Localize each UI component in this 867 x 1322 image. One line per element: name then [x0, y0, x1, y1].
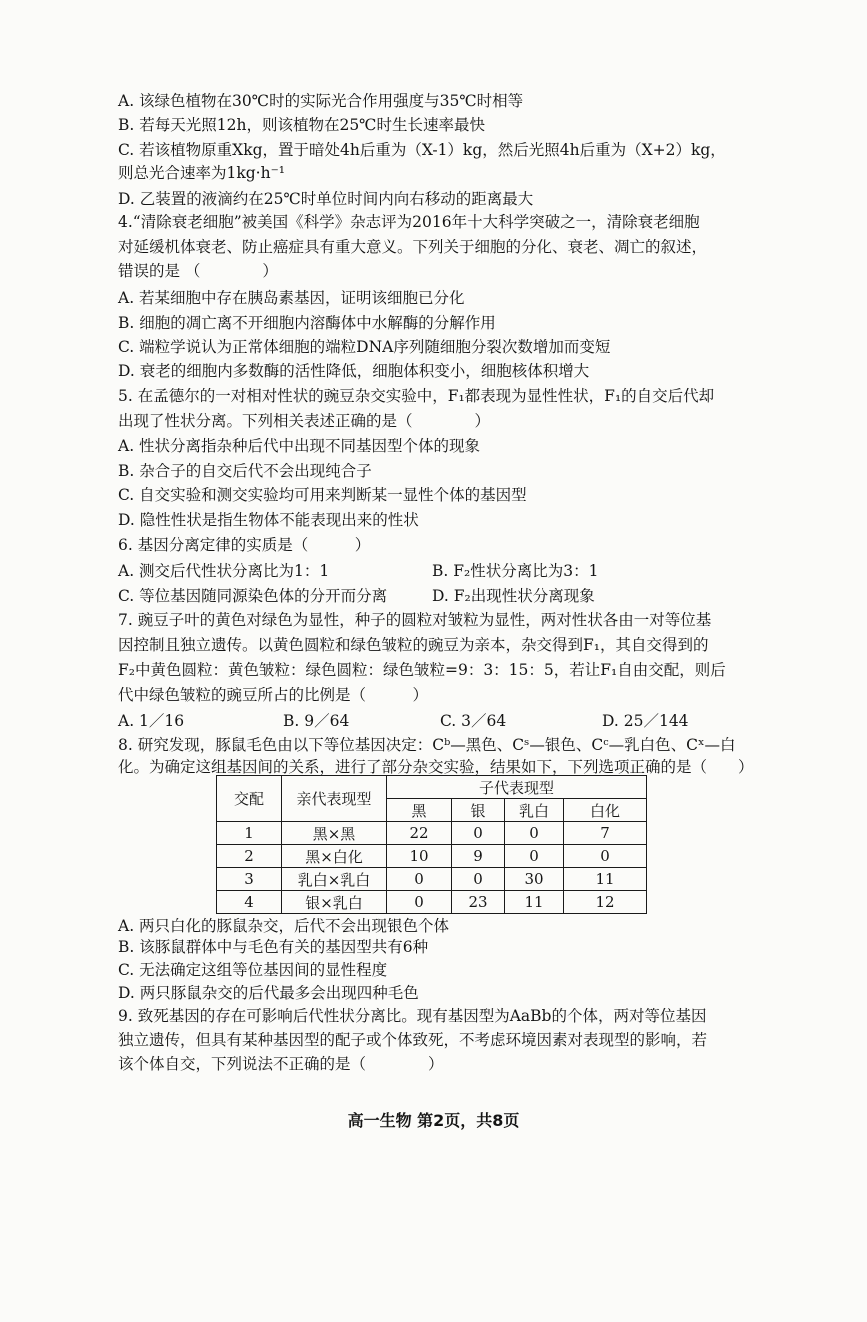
table-col-black: 黑	[387, 799, 452, 822]
table-cell: 0	[387, 891, 452, 914]
q8-stem-2: 化。为确定这组基因间的关系，进行了部分杂交实验，结果如下，下列选项正确的是（ ）	[118, 758, 754, 776]
table-cell: 1	[217, 822, 282, 845]
q3-option-c: C. 若该植物原重Xkg，置于暗处4h后重为（X-1）kg，然后光照4h后重为（X+2）kg，	[118, 141, 726, 159]
table-cell: 10	[387, 845, 452, 868]
q7-option-b: B. 9／64	[283, 712, 350, 730]
q3-option-b: B. 若每天光照12h，则该植物在25℃时生长速率最快	[118, 116, 486, 134]
q7-stem-2: 因控制且独立遗传。以黄色圆粒和绿色皱粒的豌豆为亲本，杂交得到F₁，其自交得到的	[118, 636, 709, 654]
table-row	[217, 845, 647, 868]
q6-option-d: D. F₂出现性状分离现象	[432, 587, 595, 605]
q4-option-a: A. 若某细胞中存在胰岛素基因，证明该细胞已分化	[118, 289, 465, 307]
table-row	[217, 822, 647, 845]
q7-stem-3: F₂中黄色圆粒：黄色皱粒：绿色圆粒：绿色皱粒=9：3：15：5，若让F₁自由交配，则后	[118, 661, 726, 679]
q9-stem-1: 9. 致死基因的存在可影响后代性状分离比。现有基因型为AaBb的个体，两对等位基因	[118, 1007, 707, 1025]
q7-option-d: D. 25／144	[602, 712, 689, 730]
q6-option-a: A. 测交后代性状分离比为1：1	[118, 562, 330, 580]
q8-option-d: D. 两只豚鼠杂交的后代最多会出现四种毛色	[118, 984, 419, 1002]
q5-option-d: D. 隐性性状是指生物体不能表现出来的性状	[118, 511, 419, 529]
table-cell: 0	[505, 845, 564, 868]
q5-stem-1: 5. 在孟德尔的一对相对性状的豌豆杂交实验中，F₁都表现为显性性状，F₁的自交后代却	[118, 387, 715, 405]
q5-stem-2: 出现了性状分离。下列相关表述正确的是（ ）	[118, 412, 491, 430]
q6-stem: 6. 基因分离定律的实质是（ ）	[118, 536, 371, 554]
table-cell: 2	[217, 845, 282, 868]
q8-stem-1: 8. 研究发现，豚鼠毛色由以下等位基因决定：Cᵇ—黑色、Cˢ—银色、Cᶜ—乳白色、Cˣ—白	[118, 736, 736, 754]
table-cell: 银×乳白	[282, 891, 387, 914]
table-col-cream: 乳白	[505, 799, 564, 822]
table-header-offspring: 子代表现型	[387, 776, 647, 799]
q7-option-a: A. 1／16	[118, 712, 185, 730]
table-col-silver: 银	[452, 799, 505, 822]
table-cell: 9	[452, 845, 505, 868]
table-cell: 3	[217, 868, 282, 891]
table-cell: 黑×白化	[282, 845, 387, 868]
table-cell: 12	[564, 891, 647, 914]
table-header-cross: 交配	[217, 776, 282, 822]
q8-option-a: A. 两只白化的豚鼠杂交，后代不会出现银色个体	[118, 917, 450, 935]
q5-option-c: C. 自交实验和测交实验均可用来判断某一显性个体的基因型	[118, 486, 527, 504]
table-row	[217, 868, 647, 891]
q6-option-b: B. F₂性状分离比为3：1	[432, 562, 599, 580]
q4-option-d: D. 衰老的细胞内多数酶的活性降低，细胞体积变小，细胞核体积增大	[118, 362, 590, 380]
table-cell: 7	[564, 822, 647, 845]
q8-cross-table	[216, 775, 647, 914]
q7-option-c: C. 3／64	[440, 712, 507, 730]
table-cell: 0	[387, 868, 452, 891]
q3-option-a: A. 该绿色植物在30℃时的实际光合作用强度与35℃时相等	[118, 92, 524, 110]
table-cell: 23	[452, 891, 505, 914]
q4-stem-3: 错误的是 （ ）	[118, 262, 278, 280]
table-header-parent: 亲代表现型	[282, 776, 387, 822]
q5-option-b: B. 杂合子的自交后代不会出现纯合子	[118, 462, 372, 480]
q4-stem-1: 4.“清除衰老细胞”被美国《科学》杂志评为2016年十大科学突破之一，清除衰老细胞	[118, 213, 700, 231]
table-cell: 4	[217, 891, 282, 914]
table-row	[217, 891, 647, 914]
table-cell: 11	[505, 891, 564, 914]
page-footer: 高一生物 第2页，共8页	[347, 1111, 520, 1130]
table-cell: 0	[505, 822, 564, 845]
table-cell: 11	[564, 868, 647, 891]
table-cell: 乳白×乳白	[282, 868, 387, 891]
q5-option-a: A. 性状分离指杂种后代中出现不同基因型个体的现象	[118, 437, 481, 455]
q3-option-c-cont: 则总光合速率为1kg·h⁻¹	[118, 164, 285, 182]
q4-option-c: C. 端粒学说认为正常体细胞的端粒DNA序列随细胞分裂次数增加而变短	[118, 338, 611, 356]
q3-option-d: D. 乙装置的液滴约在25℃时单位时间内向右移动的距离最大	[118, 190, 534, 208]
q8-option-b: B. 该豚鼠群体中与毛色有关的基因型共有6种	[118, 938, 429, 956]
table-cell: 22	[387, 822, 452, 845]
table-cell: 30	[505, 868, 564, 891]
q7-stem-1: 7. 豌豆子叶的黄色对绿色为显性，种子的圆粒对皱粒为显性，两对性状各由一对等位基	[118, 611, 712, 629]
q6-option-c: C. 等位基因随同源染色体的分开而分离	[118, 587, 388, 605]
q4-stem-2: 对延缓机体衰老、防止癌症具有重大意义。下列关于细胞的分化、衰老、凋亡的叙述，	[118, 238, 708, 256]
q9-stem-3: 该个体自交，下列说法不正确的是（ ）	[118, 1055, 444, 1073]
q4-option-b: B. 细胞的凋亡离不开细胞内溶酶体中水解酶的分解作用	[118, 314, 496, 332]
q8-option-c: C. 无法确定这组等位基因间的显性程度	[118, 961, 388, 979]
table-cell: 0	[452, 868, 505, 891]
table-col-albino: 白化	[564, 799, 647, 822]
q9-stem-2: 独立遗传，但具有某种基因型的配子或个体致死，不考虑环境因素对表现型的影响，若	[118, 1031, 708, 1049]
table-cell: 0	[564, 845, 647, 868]
table-cell: 黑×黑	[282, 822, 387, 845]
table-cell: 0	[452, 822, 505, 845]
q7-stem-4: 代中绿色皱粒的豌豆所占的比例是（ ）	[118, 686, 429, 704]
